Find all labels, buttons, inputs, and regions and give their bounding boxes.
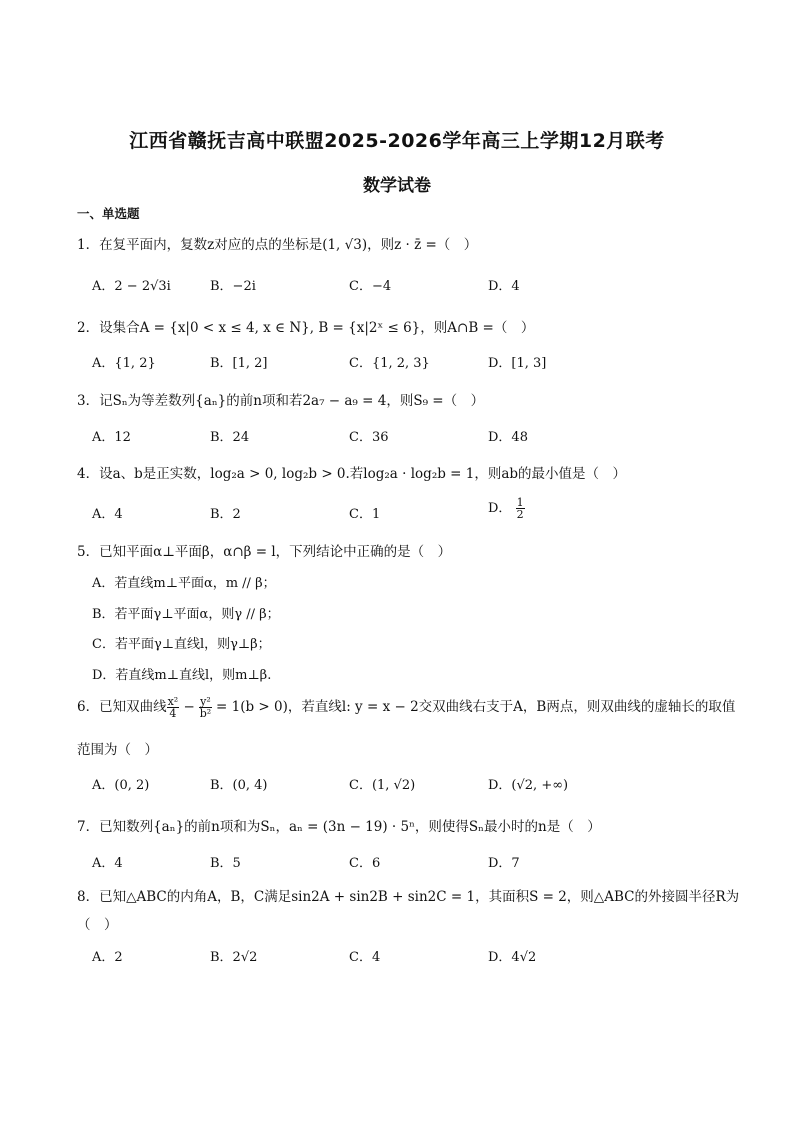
fraction-one-half: $\frac{1}{2}$	[516, 496, 524, 521]
option-c: C．{1, 2, 3}	[349, 356, 430, 371]
question-7-options	[92, 852, 652, 874]
option-a: A．2 − 2√3i	[92, 279, 171, 294]
question-7: 7．已知数列{aₙ}的前n项和为Sₙ，aₙ = (3n − 19) · 5ⁿ，则使得Sₙ最小时的n是（ ）	[77, 819, 601, 835]
option-d: D．[1, 3]	[488, 356, 547, 371]
question-3: 3．记Sₙ为等差数列{aₙ}的前n项和若2a₇ − a₉ = 4，则S₉ =（ ）	[77, 393, 485, 409]
option-a: A．{1, 2}	[92, 356, 156, 371]
question-8-options	[92, 946, 652, 968]
option-b: B．若平面γ⊥平面α，则γ // β；	[92, 607, 280, 622]
option-d: D．48	[488, 430, 528, 445]
option-a: A．12	[92, 430, 131, 445]
question-4: 4．设a、b是正实数，log₂a > 0, log₂b > 0.若log₂a · log₂b = 1，则ab的最小值是（ ）	[77, 466, 627, 482]
option-b: B．24	[210, 430, 250, 445]
question-4-options	[92, 496, 652, 525]
option-a: A．(0, 2)	[92, 778, 150, 793]
question-1: 1．在复平面内，复数z对应的点的坐标是(1, √3)，则z · z̄ =（ ）	[77, 237, 478, 253]
fraction-y2-over-b2: $\frac{\text{y²}}{\text{b²}}$	[199, 695, 212, 720]
option-d: D．7	[488, 856, 520, 871]
option-b: B．(0, 4)	[210, 778, 268, 793]
option-d: D．4√2	[488, 950, 537, 965]
question-6: 6．已知双曲线 $\frac{\text{x²}}{4}$ − $\frac{\text{y²}}{\text{b²}}$ = 1(b > 0)，若直线l: y = x − 2交双曲线右支于A，B两点，则双曲线的虚轴长的取值	[77, 695, 736, 720]
option-d: D．若直线m⊥直线l，则m⊥β.	[92, 668, 272, 683]
option-a: A．4	[92, 856, 123, 871]
option-d: D． $\frac{1}{2}$	[488, 496, 524, 521]
fraction-x2-over-4: $\frac{\text{x²}}{4}$	[167, 695, 179, 720]
exam-subtitle: 数学试卷	[363, 176, 431, 196]
option-d: D．(√2, +∞)	[488, 778, 569, 793]
question-2-options	[92, 352, 652, 374]
option-a: A．2	[92, 950, 123, 965]
option-b: B．−2i	[210, 279, 256, 294]
option-c: C．若平面γ⊥直线l，则γ⊥β；	[92, 637, 271, 652]
question-8-line2: （ ）	[77, 917, 118, 933]
question-8: 8．已知△ABC的内角A，B，C满足sin2A + sin2B + sin2C = 1，其面积S = 2，则△ABC的外接圆半径R为	[77, 889, 740, 905]
question-6-line2: 范围为（ ）	[77, 742, 158, 758]
question-3-options	[92, 426, 652, 448]
option-b: B．2	[210, 507, 241, 522]
question-5: 5．已知平面α⊥平面β，α∩β = l，下列结论中正确的是（ ）	[77, 544, 452, 560]
option-b: B．5	[210, 856, 241, 871]
option-b: B．2√2	[210, 950, 258, 965]
option-c: C．4	[349, 950, 381, 965]
option-c: C．(1, √2)	[349, 778, 416, 793]
question-6-options	[92, 774, 652, 796]
question-1-options	[92, 275, 652, 297]
option-c: C．6	[349, 856, 381, 871]
question-2: 2．设集合A = {x|0 < x ≤ 4, x ∈ N}, B = {x|2ˣ ≤ 6}，则A∩B =（ ）	[77, 320, 535, 336]
option-a: A．若直线m⊥平面α，m // β；	[92, 576, 276, 591]
option-c: C．−4	[349, 279, 392, 294]
option-c: C．36	[349, 430, 389, 445]
section-heading: 一、单选题	[77, 206, 140, 221]
option-d: D．4	[488, 279, 520, 294]
option-a: A．4	[92, 507, 123, 522]
option-b: B．[1, 2]	[210, 356, 268, 371]
option-c: C．1	[349, 507, 381, 522]
exam-title: 江西省赣抚吉高中联盟2025-2026学年高三上学期12月联考	[129, 130, 665, 152]
